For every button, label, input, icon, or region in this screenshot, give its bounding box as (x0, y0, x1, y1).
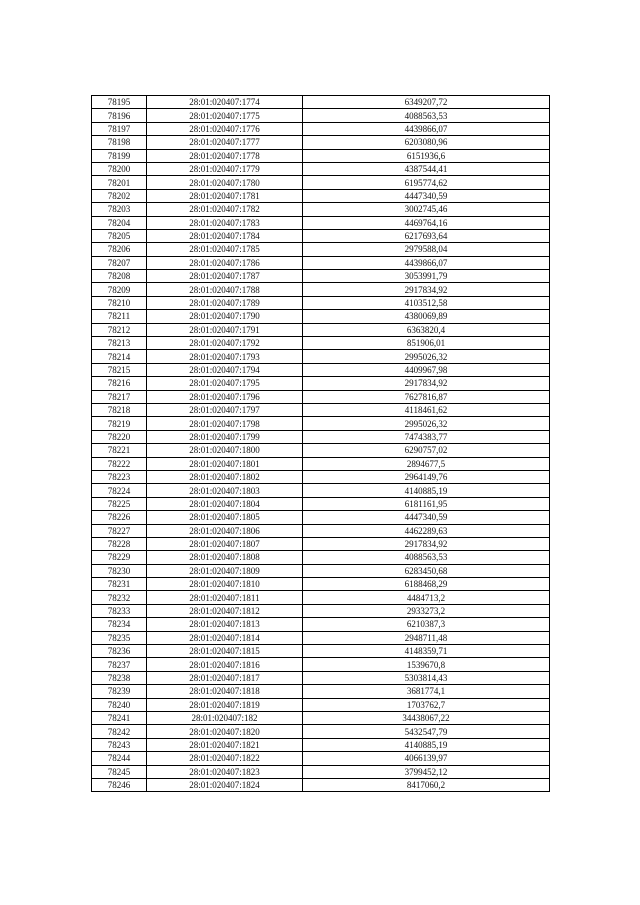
row-number-cell: 78196 (92, 109, 147, 122)
cadastral-value-cell: 2933273,2 (303, 604, 550, 617)
table-row (92, 752, 550, 765)
cadastral-number-cell: 28:01:020407:1777 (147, 136, 303, 149)
cadastral-value-cell: 1703762,7 (303, 698, 550, 711)
table-row (92, 537, 550, 550)
table-row (92, 323, 550, 336)
row-number-cell: 78231 (92, 578, 147, 591)
cadastral-value-cell: 6151936,6 (303, 149, 550, 162)
row-number-cell: 78222 (92, 457, 147, 470)
table-row (92, 377, 550, 390)
cadastral-value-cell: 4140885,19 (303, 484, 550, 497)
table-row (92, 109, 550, 122)
cadastral-number-cell: 28:01:020407:1807 (147, 537, 303, 550)
table-row (92, 189, 550, 202)
cadastral-value-cell: 4088563,53 (303, 109, 550, 122)
cadastral-number-cell: 28:01:020407:1818 (147, 685, 303, 698)
table-row (92, 484, 550, 497)
cadastral-value-cell: 3053991,79 (303, 270, 550, 283)
cadastral-number-cell: 28:01:020407:1791 (147, 323, 303, 336)
cadastral-number-cell: 28:01:020407:1802 (147, 470, 303, 483)
table-row (92, 216, 550, 229)
cadastral-number-cell: 28:01:020407:1789 (147, 296, 303, 309)
row-number-cell: 78205 (92, 229, 147, 242)
row-number-cell: 78215 (92, 363, 147, 376)
cadastral-value-cell: 6203080,96 (303, 136, 550, 149)
row-number-cell: 78241 (92, 711, 147, 724)
cadastral-value-cell: 7627816,87 (303, 390, 550, 403)
cadastral-value-cell: 4380069,89 (303, 310, 550, 323)
cadastral-number-cell: 28:01:020407:1810 (147, 578, 303, 591)
cadastral-value-cell: 6181161,95 (303, 497, 550, 510)
cadastral-number-cell: 28:01:020407:1779 (147, 162, 303, 175)
cadastral-value-cell: 34438067,22 (303, 711, 550, 724)
table-body (92, 96, 550, 792)
table-row (92, 551, 550, 564)
table-row (92, 698, 550, 711)
row-number-cell: 78238 (92, 671, 147, 684)
cadastral-value-cell: 4118461,62 (303, 403, 550, 416)
row-number-cell: 78209 (92, 283, 147, 296)
cadastral-number-cell: 28:01:020407:1820 (147, 725, 303, 738)
cadastral-number-cell: 28:01:020407:1822 (147, 752, 303, 765)
cadastral-value-cell: 4447340,59 (303, 511, 550, 524)
cadastral-value-cell: 6283450,68 (303, 564, 550, 577)
cadastral-number-cell: 28:01:020407:1804 (147, 497, 303, 510)
cadastral-value-cell: 3681774,1 (303, 685, 550, 698)
cadastral-number-cell: 28:01:020407:1814 (147, 631, 303, 644)
row-number-cell: 78234 (92, 618, 147, 631)
row-number-cell: 78235 (92, 631, 147, 644)
row-number-cell: 78246 (92, 778, 147, 791)
table-row (92, 363, 550, 376)
row-number-cell: 78204 (92, 216, 147, 229)
table-row (92, 604, 550, 617)
cadastral-value-cell: 6363820,4 (303, 323, 550, 336)
cadastral-number-cell: 28:01:020407:182 (147, 711, 303, 724)
cadastral-value-cell: 2979588,04 (303, 243, 550, 256)
row-number-cell: 78212 (92, 323, 147, 336)
cadastral-value-cell: 5432547,79 (303, 725, 550, 738)
cadastral-value-cell: 851906,01 (303, 337, 550, 350)
cadastral-number-cell: 28:01:020407:1797 (147, 403, 303, 416)
cadastral-number-cell: 28:01:020407:1783 (147, 216, 303, 229)
cadastral-value-cell: 6195774,62 (303, 176, 550, 189)
table-row (92, 645, 550, 658)
table-row (92, 350, 550, 363)
row-number-cell: 78243 (92, 738, 147, 751)
table-row (92, 591, 550, 604)
cadastral-value-cell: 1539670,8 (303, 658, 550, 671)
cadastral-number-cell: 28:01:020407:1811 (147, 591, 303, 604)
table-row (92, 430, 550, 443)
table-row (92, 243, 550, 256)
cadastral-value-cell: 4439866,07 (303, 122, 550, 135)
row-number-cell: 78198 (92, 136, 147, 149)
cadastral-value-cell: 7474383,77 (303, 430, 550, 443)
cadastral-number-cell: 28:01:020407:1806 (147, 524, 303, 537)
cadastral-number-cell: 28:01:020407:1774 (147, 96, 303, 109)
table-row (92, 96, 550, 109)
cadastral-number-cell: 28:01:020407:1812 (147, 604, 303, 617)
table-row (92, 671, 550, 684)
table-row (92, 229, 550, 242)
cadastral-number-cell: 28:01:020407:1782 (147, 203, 303, 216)
table-row (92, 444, 550, 457)
cadastral-value-cell: 4462289,63 (303, 524, 550, 537)
table-row (92, 564, 550, 577)
table-row (92, 711, 550, 724)
table-row (92, 578, 550, 591)
cadastral-value-cell: 5303814,43 (303, 671, 550, 684)
cadastral-number-cell: 28:01:020407:1824 (147, 778, 303, 791)
row-number-cell: 78197 (92, 122, 147, 135)
table-row (92, 162, 550, 175)
row-number-cell: 78230 (92, 564, 147, 577)
row-number-cell: 78195 (92, 96, 147, 109)
row-number-cell: 78210 (92, 296, 147, 309)
row-number-cell: 78219 (92, 417, 147, 430)
cadastral-number-cell: 28:01:020407:1801 (147, 457, 303, 470)
row-number-cell: 78207 (92, 256, 147, 269)
cadastral-value-cell: 6290757,02 (303, 444, 550, 457)
cadastral-number-cell: 28:01:020407:1796 (147, 390, 303, 403)
table-row (92, 524, 550, 537)
cadastral-value-cell: 4409967,98 (303, 363, 550, 376)
table-row (92, 283, 550, 296)
row-number-cell: 78232 (92, 591, 147, 604)
cadastral-number-cell: 28:01:020407:1780 (147, 176, 303, 189)
cadastral-number-cell: 28:01:020407:1799 (147, 430, 303, 443)
cadastral-number-cell: 28:01:020407:1787 (147, 270, 303, 283)
table-row (92, 122, 550, 135)
cadastral-number-cell: 28:01:020407:1775 (147, 109, 303, 122)
table-row (92, 511, 550, 524)
cadastral-value-cell: 4088563,53 (303, 551, 550, 564)
cadastral-number-cell: 28:01:020407:1785 (147, 243, 303, 256)
table-row (92, 296, 550, 309)
cadastral-number-cell: 28:01:020407:1784 (147, 229, 303, 242)
table-row (92, 738, 550, 751)
cadastral-number-cell: 28:01:020407:1793 (147, 350, 303, 363)
cadastral-number-cell: 28:01:020407:1821 (147, 738, 303, 751)
cadastral-number-cell: 28:01:020407:1808 (147, 551, 303, 564)
cadastral-number-cell: 28:01:020407:1788 (147, 283, 303, 296)
cadastral-number-cell: 28:01:020407:1805 (147, 511, 303, 524)
cadastral-value-cell: 6210387,3 (303, 618, 550, 631)
cadastral-value-cell: 4469764,16 (303, 216, 550, 229)
cadastral-number-cell: 28:01:020407:1800 (147, 444, 303, 457)
cadastral-number-cell: 28:01:020407:1809 (147, 564, 303, 577)
cadastral-number-cell: 28:01:020407:1798 (147, 417, 303, 430)
row-number-cell: 78199 (92, 149, 147, 162)
table-row (92, 685, 550, 698)
cadastral-value-cell: 6188468,29 (303, 578, 550, 591)
row-number-cell: 78237 (92, 658, 147, 671)
row-number-cell: 78208 (92, 270, 147, 283)
row-number-cell: 78244 (92, 752, 147, 765)
table-row (92, 136, 550, 149)
row-number-cell: 78226 (92, 511, 147, 524)
cadastral-number-cell: 28:01:020407:1786 (147, 256, 303, 269)
cadastral-value-cell: 3799452,12 (303, 765, 550, 778)
row-number-cell: 78221 (92, 444, 147, 457)
row-number-cell: 78227 (92, 524, 147, 537)
cadastral-number-cell: 28:01:020407:1795 (147, 377, 303, 390)
table-row (92, 310, 550, 323)
cadastral-number-cell: 28:01:020407:1823 (147, 765, 303, 778)
table-row (92, 778, 550, 791)
row-number-cell: 78239 (92, 685, 147, 698)
table-row (92, 631, 550, 644)
row-number-cell: 78216 (92, 377, 147, 390)
table-row (92, 658, 550, 671)
table-row (92, 203, 550, 216)
cadastral-number-cell: 28:01:020407:1781 (147, 189, 303, 202)
table-row (92, 417, 550, 430)
table-row (92, 270, 550, 283)
table-row (92, 618, 550, 631)
row-number-cell: 78220 (92, 430, 147, 443)
cadastral-number-cell: 28:01:020407:1790 (147, 310, 303, 323)
table-row (92, 457, 550, 470)
cadastral-value-cell: 4066139,97 (303, 752, 550, 765)
cadastral-number-cell: 28:01:020407:1794 (147, 363, 303, 376)
cadastral-value-table (91, 95, 550, 792)
cadastral-number-cell: 28:01:020407:1815 (147, 645, 303, 658)
table-row (92, 149, 550, 162)
row-number-cell: 78225 (92, 497, 147, 510)
table-row (92, 470, 550, 483)
table-row (92, 497, 550, 510)
row-number-cell: 78201 (92, 176, 147, 189)
row-number-cell: 78200 (92, 162, 147, 175)
cadastral-number-cell: 28:01:020407:1816 (147, 658, 303, 671)
cadastral-value-cell: 4103512,58 (303, 296, 550, 309)
row-number-cell: 78206 (92, 243, 147, 256)
row-number-cell: 78236 (92, 645, 147, 658)
cadastral-value-cell: 4484713,2 (303, 591, 550, 604)
cadastral-number-cell: 28:01:020407:1813 (147, 618, 303, 631)
cadastral-value-cell: 2894677,5 (303, 457, 550, 470)
cadastral-value-cell: 4140885,19 (303, 738, 550, 751)
cadastral-number-cell: 28:01:020407:1792 (147, 337, 303, 350)
cadastral-value-cell: 2917834,92 (303, 537, 550, 550)
row-number-cell: 78202 (92, 189, 147, 202)
cadastral-number-cell: 28:01:020407:1819 (147, 698, 303, 711)
cadastral-value-cell: 4148359,71 (303, 645, 550, 658)
row-number-cell: 78242 (92, 725, 147, 738)
cadastral-value-cell: 2917834,92 (303, 283, 550, 296)
table-row (92, 725, 550, 738)
row-number-cell: 78203 (92, 203, 147, 216)
cadastral-value-cell: 4387544,41 (303, 162, 550, 175)
row-number-cell: 78211 (92, 310, 147, 323)
cadastral-number-cell: 28:01:020407:1776 (147, 122, 303, 135)
cadastral-value-cell: 8417060,2 (303, 778, 550, 791)
row-number-cell: 78218 (92, 403, 147, 416)
row-number-cell: 78229 (92, 551, 147, 564)
row-number-cell: 78245 (92, 765, 147, 778)
row-number-cell: 78223 (92, 470, 147, 483)
row-number-cell: 78224 (92, 484, 147, 497)
cadastral-number-cell: 28:01:020407:1778 (147, 149, 303, 162)
cadastral-value-cell: 2995026,32 (303, 350, 550, 363)
table-row (92, 390, 550, 403)
row-number-cell: 78233 (92, 604, 147, 617)
row-number-cell: 78214 (92, 350, 147, 363)
cadastral-value-cell: 2917834,92 (303, 377, 550, 390)
cadastral-value-cell: 6349207,72 (303, 96, 550, 109)
cadastral-value-cell: 3002745,46 (303, 203, 550, 216)
table-row (92, 403, 550, 416)
table-row (92, 337, 550, 350)
cadastral-value-cell: 2964149,76 (303, 470, 550, 483)
row-number-cell: 78240 (92, 698, 147, 711)
row-number-cell: 78228 (92, 537, 147, 550)
cadastral-number-cell: 28:01:020407:1817 (147, 671, 303, 684)
cadastral-value-cell: 2995026,32 (303, 417, 550, 430)
table-row (92, 176, 550, 189)
cadastral-number-cell: 28:01:020407:1803 (147, 484, 303, 497)
table-row (92, 765, 550, 778)
table-row (92, 256, 550, 269)
cadastral-value-cell: 6217693,64 (303, 229, 550, 242)
cadastral-value-cell: 4447340,59 (303, 189, 550, 202)
row-number-cell: 78217 (92, 390, 147, 403)
cadastral-value-cell: 2948711,48 (303, 631, 550, 644)
cadastral-value-cell: 4439866,07 (303, 256, 550, 269)
row-number-cell: 78213 (92, 337, 147, 350)
